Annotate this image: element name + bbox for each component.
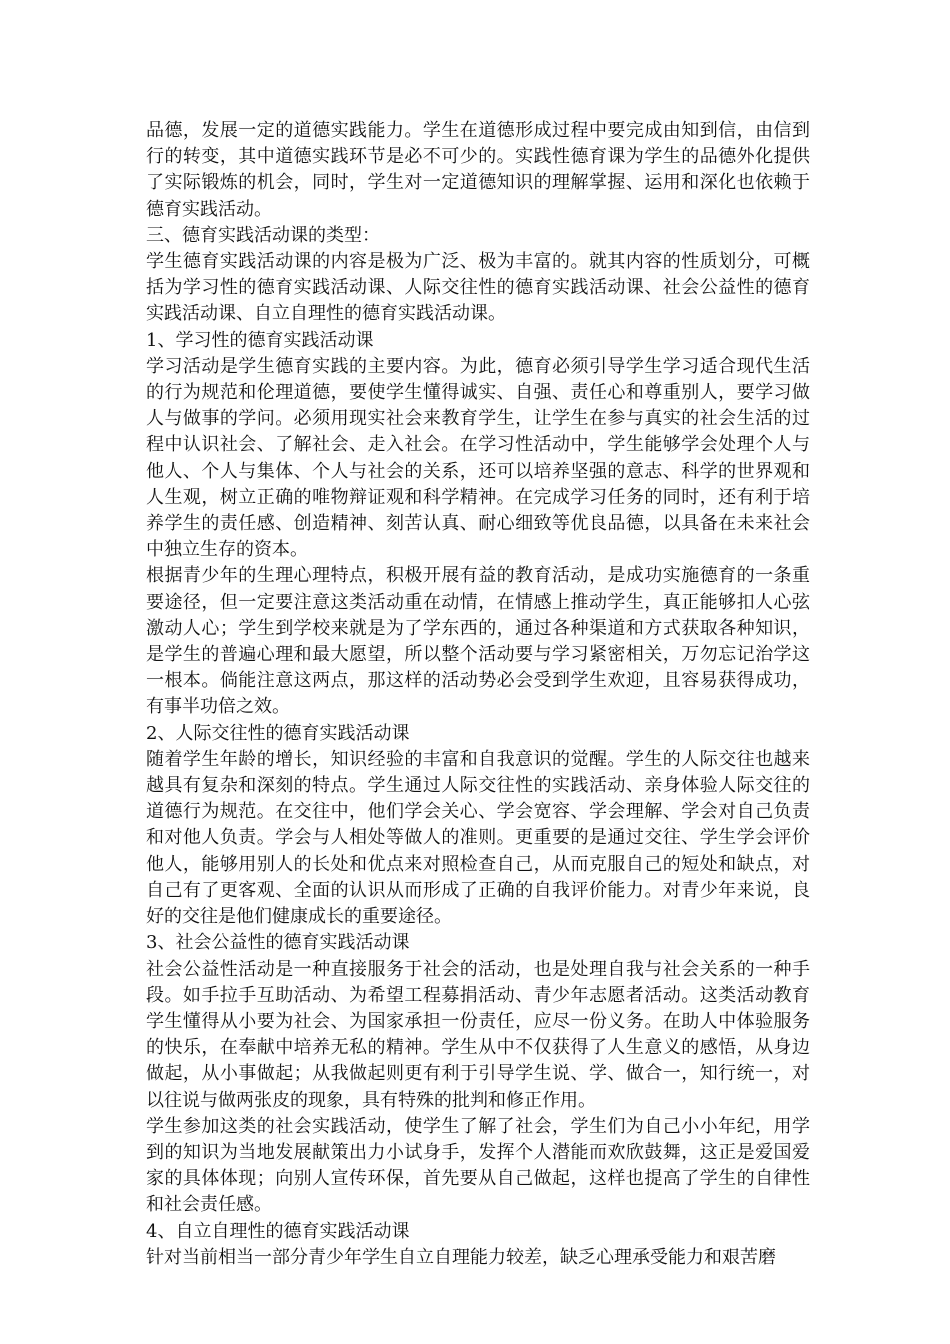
subheading-learning: 1、学习性的德育实践活动课 <box>146 329 374 351</box>
paragraph-public-welfare-1: 社会公益性活动是一种直接服务于社会的活动，也是处理自我与社会关系的一种手段。如手拉手互助活动、为希望工程募捐活动、青少年志愿者活动。这类活动教育学生懂得从小要为社会、为国家承担一份责任，应尽一份义务。在助人中体验服务的快乐，在奉献中培养无私的精神。学生从中不仅获得了人生意义的感悟，从身边做起，从小事做起；从我做起则更有利于引导学生说、学、做合一，知行统一，对以往说与做两张皮的现象，具有特殊的批判和修正作用。 <box>146 958 810 1111</box>
paragraph-types-overview: 学生德育实践活动课的内容是极为广泛、极为丰富的。就其内容的性质划分，可概括为学习性的德育实践活动课、人际交往性的德育实践活动课、社会公益性的德育实践活动课、自立自理性的德育实践活动课。 <box>146 251 810 325</box>
subheading-public-welfare: 3、社会公益性的德育实践活动课 <box>146 932 410 954</box>
paragraph-intro-continued: 品德，发展一定的道德实践能力。学生在道德形成过程中要完成由知到信，由信到行的转变，其中道德实践环节是必不可少的。实践性德育课为学生的品德外化提供了实际锻炼的机会，同时，学生对一定道德知识的理解掌握、运用和深化也依赖于德育实践活动。 <box>146 120 810 220</box>
subheading-self-reliance: 4、自立自理性的德育实践活动课 <box>146 1220 410 1242</box>
subheading-interpersonal: 2、人际交往性的德育实践活动课 <box>146 722 410 744</box>
section-heading-types: 三、德育实践活动课的类型： <box>146 224 380 246</box>
paragraph-self-reliance: 针对当前相当一部分青少年学生自立自理能力较差，缺乏心理承受能力和艰苦磨 <box>146 1246 776 1268</box>
document-page <box>146 118 810 1271</box>
paragraph-learning-2: 根据青少年的生理心理特点，积极开展有益的教育活动，是成功实施德育的一条重要途径，但一定要注意这类活动重在动情，在情感上推动学生，真正能够扣人心弦激动人心；学生到学校来就是为了学东西的，通过各种渠道和方式获取各种知识，是学生的普遍心理和最大愿望，所以整个活动要与学习紧密相关，万勿忘记治学这一根本。倘能注意这两点，那这样的活动势必会受到学生欢迎，且容易获得成功，有事半功倍之效。 <box>146 565 810 718</box>
paragraph-interpersonal: 随着学生年龄的增长，知识经验的丰富和自我意识的觉醒。学生的人际交往也越来越具有复杂和深刻的特点。学生通过人际交往性的实践活动、亲身体验人际交往的道德行为规范。在交往中，他们学会关心、学会宽容、学会理解、学会对自己负责和对他人负责。学会与人相处等做人的准则。更重要的是通过交往、学生学会评价他人，能够用别人的长处和优点来对照检查自己，从而克服自己的短处和缺点，对自己有了更客观、全面的认识从而形成了正确的自我评价能力。对青少年来说，良好的交往是他们健康成长的重要途径。 <box>146 748 810 928</box>
paragraph-learning-1: 学习活动是学生德育实践的主要内容。为此，德育必须引导学生学习适合现代生活的行为规范和伦理道德，要使学生懂得诚实、自强、责任心和尊重别人，要学习做人与做事的学问。必须用现实社会来教育学生，让学生在参与真实的社会生活的过程中认识社会、了解社会、走入社会。在学习性活动中，学生能够学会处理个人与他人、个人与集体、个人与社会的关系，还可以培养坚强的意志、科学的世界观和人生观，树立正确的唯物辩证观和科学精神。在完成学习任务的同时，还有利于培养学生的责任感、创造精神、刻苦认真、耐心细致等优良品德，以具备在未来社会中独立生存的资本。 <box>146 355 810 561</box>
paragraph-public-welfare-2: 学生参加这类的社会实践活动，使学生了解了社会，学生们为自己小小年纪，用学到的知识为当地发展献策出力小试身手，发挥个人潜能而欢欣鼓舞，这正是爱国爱家的具体体现；向别人宣传环保，首先要从自己做起，这样也提高了学生的自律性和社会责任感。 <box>146 1115 810 1216</box>
